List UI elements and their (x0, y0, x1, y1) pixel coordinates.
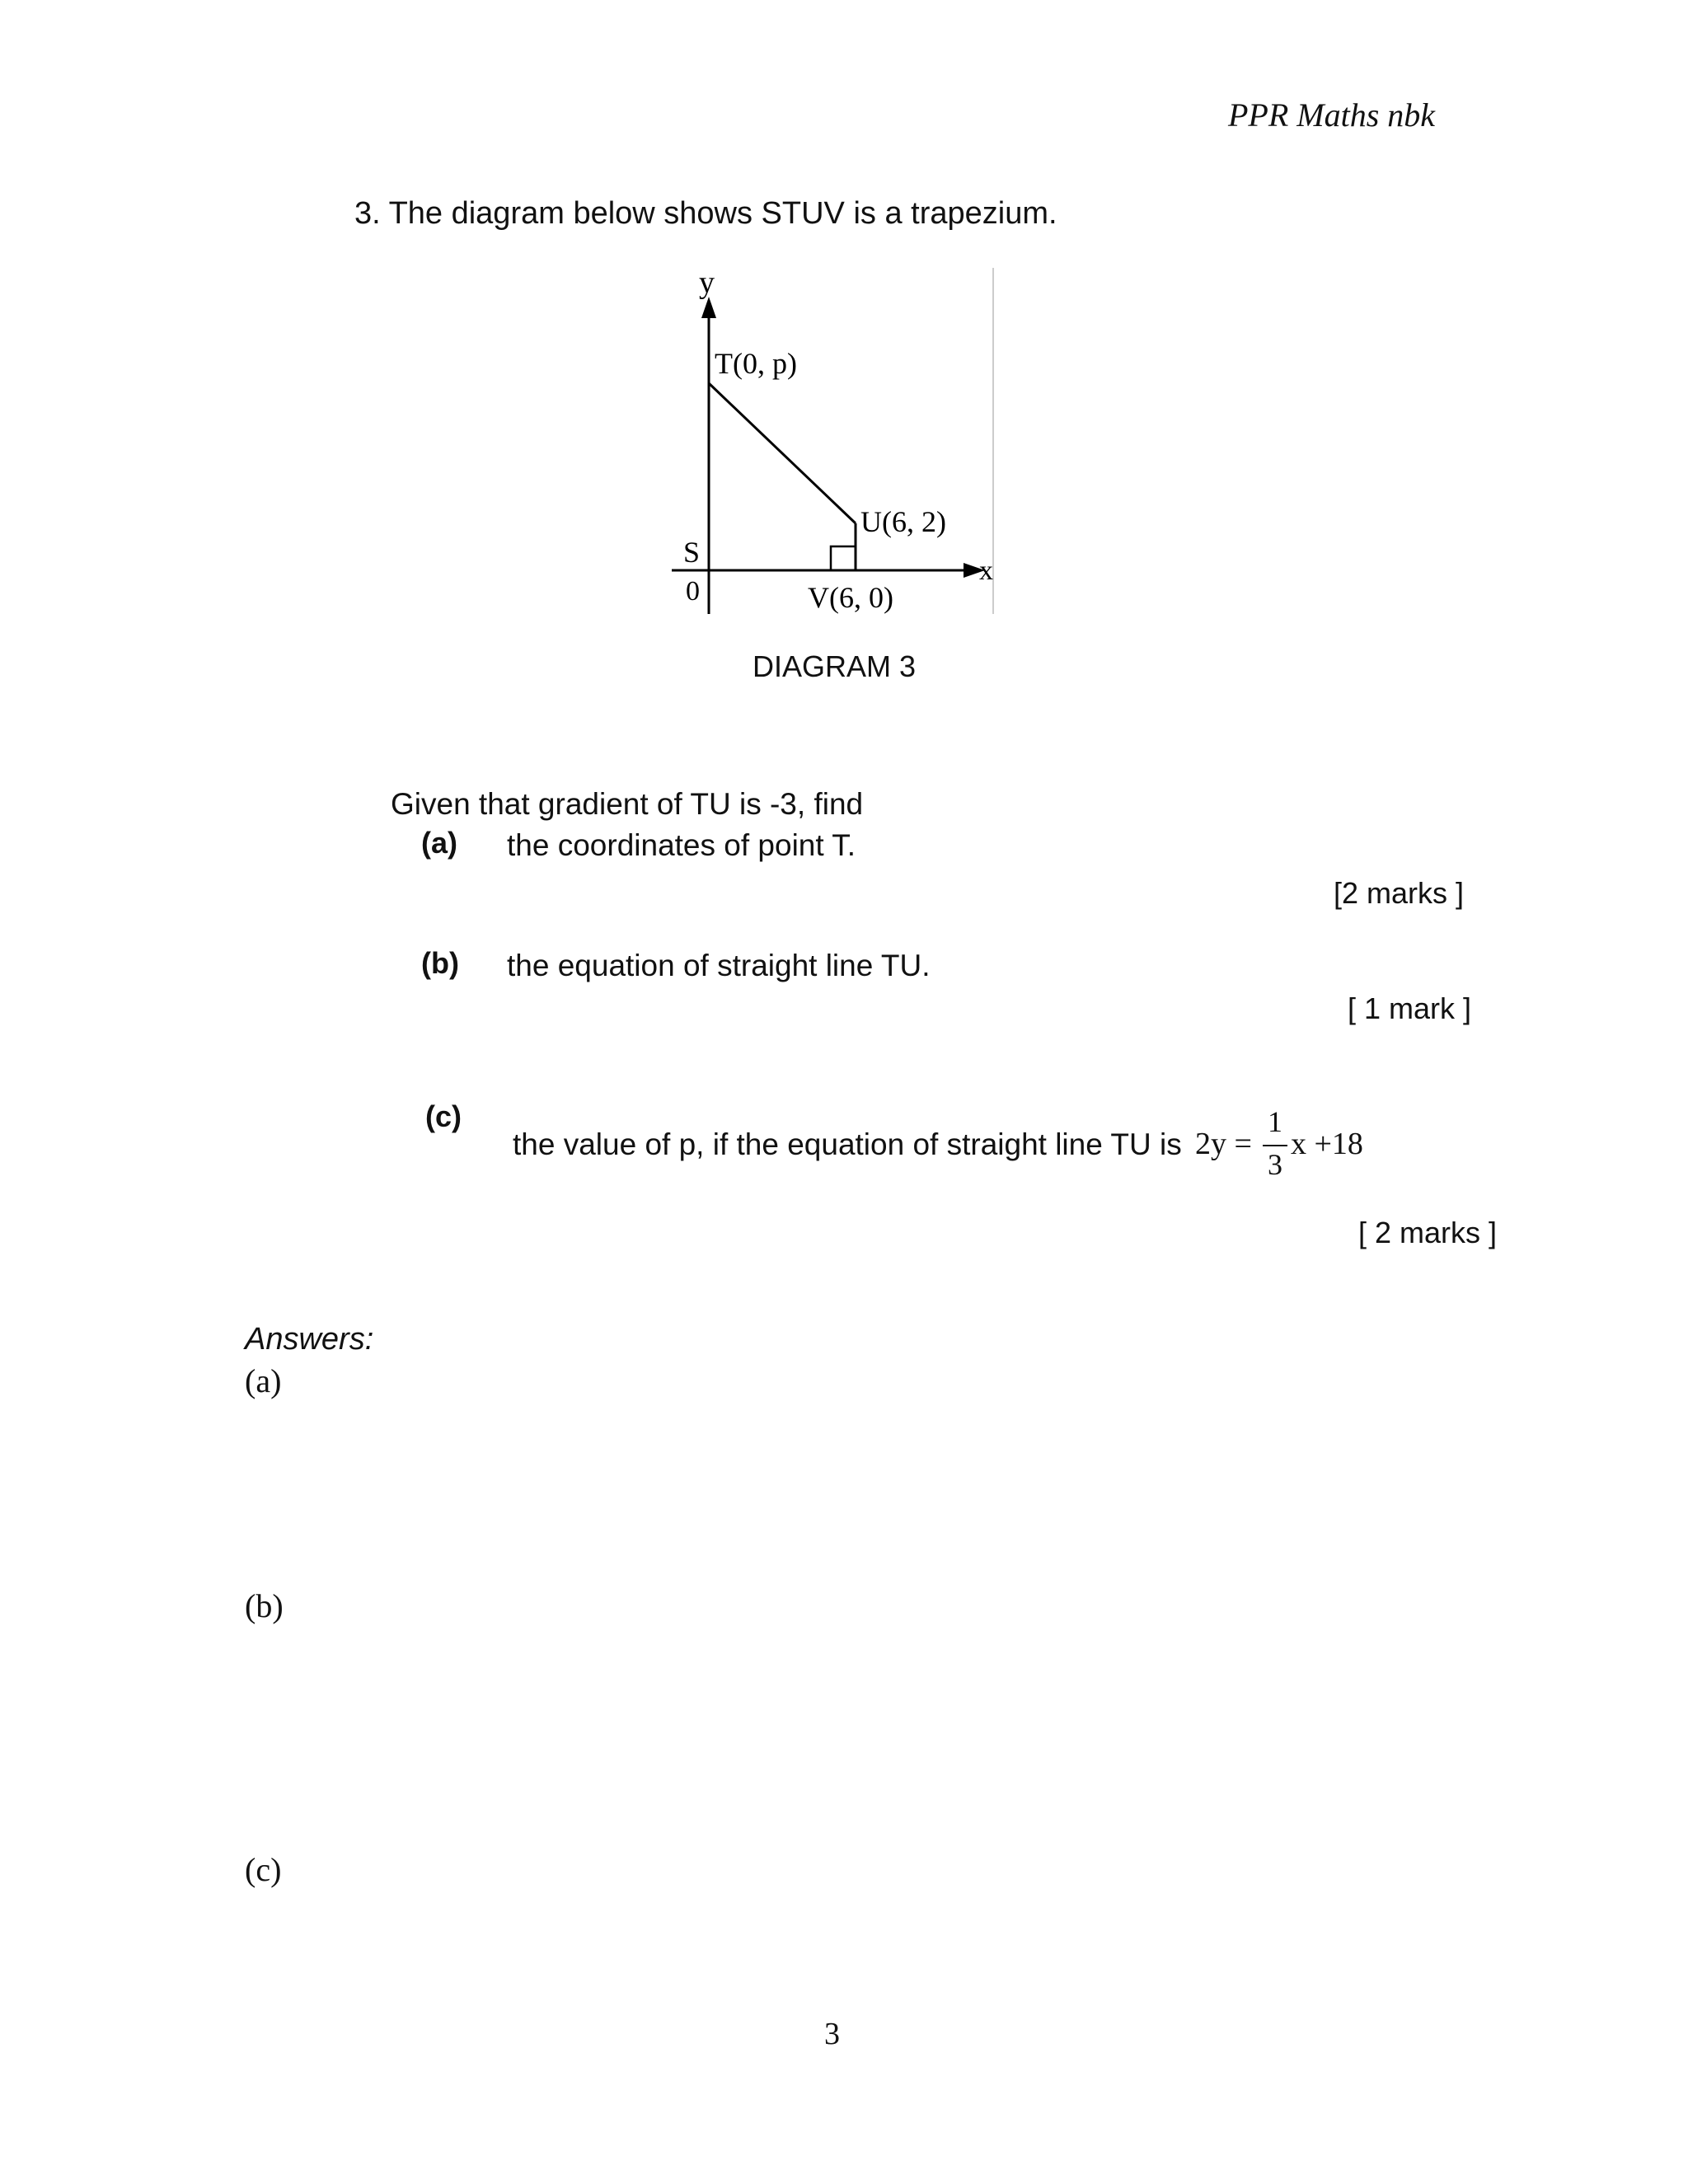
point-u-label: U(6, 2) (860, 505, 946, 538)
page-header: PPR Maths nbk (1228, 96, 1436, 134)
right-angle-marker (831, 546, 856, 570)
page-number: 3 (824, 2017, 840, 2051)
question-title: 3. The diagram below shows STUV is a trapezium. (354, 196, 1057, 231)
part-c-label: (c) (425, 1099, 462, 1133)
part-a-marks: [2 marks ] (1334, 876, 1465, 910)
point-t-label: T(0, p) (715, 347, 797, 380)
answers-heading: Answers: (245, 1322, 374, 1357)
y-axis-label: y (699, 265, 715, 300)
x-axis-label: x (979, 555, 993, 586)
part-a-label: (a) (421, 826, 457, 860)
answer-a-label: (a) (245, 1362, 282, 1399)
answer-c-label: (c) (245, 1851, 282, 1888)
equation-denominator: 3 (1268, 1148, 1282, 1181)
equation-rhs: x +18 (1291, 1127, 1363, 1161)
diagram-caption: DIAGRAM 3 (753, 649, 917, 683)
point-v-label: V(6, 0) (808, 581, 893, 614)
fraction-bar (1263, 1145, 1287, 1146)
part-a-text: the coordinates of point T. (507, 828, 856, 862)
part-c-text: the value of p, if the equation of straight line TU is (513, 1127, 1182, 1161)
given-statement: Given that gradient of TU is -3, find (391, 787, 864, 821)
trapezium-diagram (643, 264, 1022, 626)
line-tu (709, 383, 856, 523)
answer-b-label: (b) (245, 1587, 284, 1624)
equation-numerator: 1 (1268, 1105, 1282, 1138)
origin-label: 0 (686, 576, 700, 607)
part-c-marks: [ 2 marks ] (1358, 1216, 1498, 1249)
part-b-text: the equation of straight line TU. (507, 949, 931, 982)
point-s-label: S (683, 536, 701, 569)
part-b-label: (b) (421, 946, 459, 980)
part-b-marks: [ 1 mark ] (1348, 991, 1472, 1025)
equation-lhs: 2y = (1195, 1127, 1252, 1161)
